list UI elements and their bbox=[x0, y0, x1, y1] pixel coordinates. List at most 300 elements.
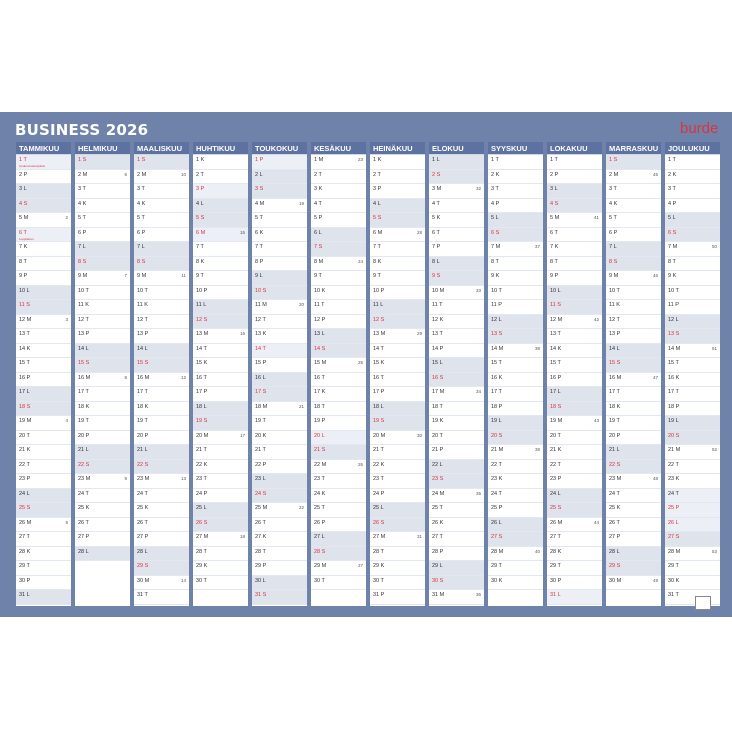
day-cell[interactable] bbox=[311, 344, 366, 359]
day-cell[interactable] bbox=[252, 286, 307, 301]
day-cell[interactable] bbox=[606, 489, 661, 504]
day-cell[interactable] bbox=[429, 271, 484, 286]
day-cell[interactable] bbox=[547, 576, 602, 591]
day-cell[interactable] bbox=[16, 445, 71, 460]
day-cell[interactable] bbox=[311, 373, 366, 388]
day-cell[interactable] bbox=[606, 445, 661, 460]
day-cell[interactable] bbox=[665, 242, 720, 257]
day-cell[interactable] bbox=[547, 228, 602, 243]
day-cell[interactable] bbox=[193, 431, 248, 446]
day-cell[interactable] bbox=[16, 474, 71, 489]
day-cell[interactable] bbox=[370, 489, 425, 504]
day-cell[interactable] bbox=[252, 199, 307, 214]
day-cell[interactable] bbox=[16, 358, 71, 373]
day-cell[interactable] bbox=[606, 474, 661, 489]
day-cell[interactable] bbox=[665, 300, 720, 315]
day-cell[interactable] bbox=[311, 445, 366, 460]
day-cell[interactable] bbox=[370, 184, 425, 199]
day-cell[interactable] bbox=[488, 547, 543, 562]
day-cell[interactable] bbox=[665, 257, 720, 272]
day-cell[interactable] bbox=[429, 416, 484, 431]
day-cell[interactable] bbox=[134, 213, 189, 228]
day-cell[interactable] bbox=[370, 315, 425, 330]
day-cell[interactable] bbox=[252, 561, 307, 576]
day-cell[interactable] bbox=[252, 431, 307, 446]
day-cell[interactable] bbox=[547, 431, 602, 446]
day-cell[interactable] bbox=[665, 518, 720, 533]
day-cell[interactable] bbox=[370, 300, 425, 315]
day-cell[interactable] bbox=[370, 358, 425, 373]
day-cell[interactable] bbox=[311, 155, 366, 170]
day-cell[interactable] bbox=[547, 271, 602, 286]
day-cell[interactable] bbox=[16, 344, 71, 359]
day-cell[interactable] bbox=[488, 373, 543, 388]
day-cell[interactable] bbox=[16, 184, 71, 199]
day-cell[interactable] bbox=[606, 431, 661, 446]
day-cell[interactable] bbox=[606, 416, 661, 431]
day-cell[interactable] bbox=[134, 474, 189, 489]
day-cell[interactable] bbox=[547, 402, 602, 417]
day-cell[interactable] bbox=[488, 213, 543, 228]
day-cell[interactable] bbox=[488, 257, 543, 272]
day-cell[interactable] bbox=[606, 532, 661, 547]
day-cell[interactable] bbox=[16, 532, 71, 547]
day-cell[interactable] bbox=[134, 561, 189, 576]
day-cell[interactable] bbox=[193, 373, 248, 388]
day-cell[interactable] bbox=[134, 445, 189, 460]
day-cell[interactable] bbox=[311, 286, 366, 301]
day-cell[interactable] bbox=[311, 358, 366, 373]
day-cell[interactable] bbox=[606, 518, 661, 533]
day-cell[interactable] bbox=[488, 329, 543, 344]
day-cell[interactable] bbox=[311, 271, 366, 286]
day-cell[interactable] bbox=[311, 387, 366, 402]
day-cell[interactable] bbox=[606, 170, 661, 185]
day-cell[interactable] bbox=[75, 228, 130, 243]
day-cell[interactable] bbox=[252, 532, 307, 547]
day-cell[interactable] bbox=[665, 373, 720, 388]
day-cell[interactable] bbox=[606, 329, 661, 344]
day-cell[interactable] bbox=[488, 489, 543, 504]
day-cell[interactable] bbox=[311, 416, 366, 431]
day-cell[interactable] bbox=[429, 489, 484, 504]
day-cell[interactable] bbox=[252, 576, 307, 591]
day-cell[interactable] bbox=[429, 547, 484, 562]
day-cell[interactable] bbox=[16, 242, 71, 257]
day-cell[interactable] bbox=[134, 329, 189, 344]
day-cell[interactable] bbox=[665, 460, 720, 475]
day-cell[interactable] bbox=[606, 199, 661, 214]
day-cell[interactable] bbox=[665, 213, 720, 228]
day-cell[interactable] bbox=[252, 155, 307, 170]
day-cell[interactable] bbox=[311, 402, 366, 417]
day-cell[interactable] bbox=[547, 532, 602, 547]
day-cell[interactable] bbox=[75, 474, 130, 489]
day-cell[interactable] bbox=[134, 460, 189, 475]
day-cell[interactable] bbox=[75, 213, 130, 228]
day-cell[interactable] bbox=[665, 561, 720, 576]
day-cell[interactable] bbox=[547, 474, 602, 489]
day-cell[interactable] bbox=[547, 416, 602, 431]
day-cell[interactable] bbox=[16, 576, 71, 591]
day-cell[interactable] bbox=[193, 474, 248, 489]
day-cell[interactable] bbox=[134, 300, 189, 315]
day-cell[interactable] bbox=[370, 576, 425, 591]
day-cell[interactable] bbox=[370, 474, 425, 489]
day-cell[interactable] bbox=[429, 358, 484, 373]
day-cell[interactable] bbox=[547, 373, 602, 388]
day-cell[interactable] bbox=[16, 373, 71, 388]
day-cell[interactable] bbox=[252, 373, 307, 388]
day-cell[interactable] bbox=[134, 155, 189, 170]
day-cell[interactable] bbox=[311, 228, 366, 243]
day-cell[interactable] bbox=[370, 170, 425, 185]
day-cell[interactable] bbox=[311, 242, 366, 257]
day-cell[interactable] bbox=[75, 387, 130, 402]
day-cell[interactable] bbox=[193, 576, 248, 591]
day-cell[interactable] bbox=[311, 329, 366, 344]
day-cell[interactable] bbox=[547, 344, 602, 359]
day-cell[interactable] bbox=[134, 358, 189, 373]
day-cell[interactable] bbox=[429, 228, 484, 243]
day-cell[interactable] bbox=[547, 518, 602, 533]
day-cell[interactable] bbox=[193, 271, 248, 286]
day-cell[interactable] bbox=[193, 184, 248, 199]
day-cell[interactable] bbox=[16, 271, 71, 286]
day-cell[interactable] bbox=[665, 416, 720, 431]
day-cell[interactable] bbox=[193, 503, 248, 518]
day-cell[interactable] bbox=[429, 257, 484, 272]
day-cell[interactable] bbox=[16, 286, 71, 301]
day-cell[interactable] bbox=[16, 518, 71, 533]
day-cell[interactable] bbox=[252, 228, 307, 243]
day-cell[interactable] bbox=[606, 242, 661, 257]
day-cell[interactable] bbox=[193, 460, 248, 475]
day-cell[interactable] bbox=[311, 184, 366, 199]
day-cell[interactable] bbox=[547, 257, 602, 272]
day-cell[interactable] bbox=[665, 474, 720, 489]
day-cell[interactable] bbox=[488, 300, 543, 315]
day-cell[interactable] bbox=[193, 213, 248, 228]
day-cell[interactable] bbox=[665, 329, 720, 344]
day-cell[interactable] bbox=[16, 460, 71, 475]
day-cell[interactable] bbox=[547, 300, 602, 315]
day-cell[interactable] bbox=[370, 547, 425, 562]
day-cell[interactable] bbox=[488, 503, 543, 518]
day-cell[interactable] bbox=[134, 503, 189, 518]
day-cell[interactable] bbox=[370, 590, 425, 605]
day-cell[interactable] bbox=[606, 213, 661, 228]
day-cell[interactable] bbox=[252, 416, 307, 431]
day-cell[interactable] bbox=[134, 431, 189, 446]
day-cell[interactable] bbox=[193, 489, 248, 504]
day-cell[interactable] bbox=[252, 271, 307, 286]
day-cell[interactable] bbox=[193, 155, 248, 170]
day-cell[interactable] bbox=[16, 300, 71, 315]
day-cell[interactable] bbox=[16, 155, 71, 170]
day-cell[interactable] bbox=[193, 518, 248, 533]
day-cell[interactable] bbox=[252, 213, 307, 228]
day-cell[interactable] bbox=[311, 315, 366, 330]
day-cell[interactable] bbox=[488, 228, 543, 243]
day-cell[interactable] bbox=[16, 416, 71, 431]
day-cell[interactable] bbox=[16, 387, 71, 402]
day-cell[interactable] bbox=[488, 358, 543, 373]
day-cell[interactable] bbox=[606, 373, 661, 388]
day-cell[interactable] bbox=[252, 329, 307, 344]
day-cell[interactable] bbox=[429, 474, 484, 489]
day-cell[interactable] bbox=[488, 445, 543, 460]
day-cell[interactable] bbox=[252, 445, 307, 460]
day-cell[interactable] bbox=[252, 170, 307, 185]
day-cell[interactable] bbox=[488, 416, 543, 431]
day-cell[interactable] bbox=[75, 300, 130, 315]
day-cell[interactable] bbox=[606, 257, 661, 272]
day-cell[interactable] bbox=[16, 315, 71, 330]
day-cell[interactable] bbox=[16, 503, 71, 518]
day-cell[interactable] bbox=[488, 344, 543, 359]
day-cell[interactable] bbox=[547, 358, 602, 373]
day-cell[interactable] bbox=[429, 532, 484, 547]
day-cell[interactable] bbox=[606, 358, 661, 373]
day-cell[interactable] bbox=[488, 184, 543, 199]
day-cell[interactable] bbox=[75, 170, 130, 185]
day-cell[interactable] bbox=[311, 489, 366, 504]
day-cell[interactable] bbox=[75, 358, 130, 373]
day-cell[interactable] bbox=[429, 445, 484, 460]
day-cell[interactable] bbox=[547, 590, 602, 605]
day-cell[interactable] bbox=[75, 532, 130, 547]
day-cell[interactable] bbox=[311, 518, 366, 533]
day-cell[interactable] bbox=[488, 474, 543, 489]
day-cell[interactable] bbox=[311, 199, 366, 214]
day-cell[interactable] bbox=[193, 445, 248, 460]
day-cell[interactable] bbox=[488, 532, 543, 547]
day-cell[interactable] bbox=[134, 257, 189, 272]
day-cell[interactable] bbox=[665, 445, 720, 460]
day-cell[interactable] bbox=[488, 315, 543, 330]
day-cell[interactable] bbox=[370, 286, 425, 301]
day-cell[interactable] bbox=[193, 416, 248, 431]
day-cell[interactable] bbox=[370, 431, 425, 446]
day-cell[interactable] bbox=[134, 199, 189, 214]
day-cell[interactable] bbox=[547, 489, 602, 504]
day-cell[interactable] bbox=[370, 228, 425, 243]
day-cell[interactable] bbox=[370, 199, 425, 214]
day-cell[interactable] bbox=[134, 576, 189, 591]
day-cell[interactable] bbox=[193, 300, 248, 315]
day-cell[interactable] bbox=[16, 213, 71, 228]
day-cell[interactable] bbox=[429, 373, 484, 388]
day-cell[interactable] bbox=[193, 358, 248, 373]
day-cell[interactable] bbox=[134, 271, 189, 286]
day-cell[interactable] bbox=[547, 503, 602, 518]
day-cell[interactable] bbox=[488, 170, 543, 185]
day-cell[interactable] bbox=[665, 286, 720, 301]
day-cell[interactable] bbox=[16, 402, 71, 417]
day-cell[interactable] bbox=[75, 373, 130, 388]
day-cell[interactable] bbox=[75, 445, 130, 460]
day-cell[interactable] bbox=[134, 532, 189, 547]
day-cell[interactable] bbox=[429, 242, 484, 257]
day-cell[interactable] bbox=[370, 460, 425, 475]
day-cell[interactable] bbox=[488, 576, 543, 591]
day-cell[interactable] bbox=[665, 387, 720, 402]
day-cell[interactable] bbox=[252, 489, 307, 504]
day-cell[interactable] bbox=[311, 213, 366, 228]
day-cell[interactable] bbox=[193, 561, 248, 576]
day-cell[interactable] bbox=[665, 547, 720, 562]
day-cell[interactable] bbox=[606, 576, 661, 591]
day-cell[interactable] bbox=[370, 402, 425, 417]
day-cell[interactable] bbox=[665, 358, 720, 373]
day-cell[interactable] bbox=[75, 460, 130, 475]
day-cell[interactable] bbox=[606, 315, 661, 330]
day-cell[interactable] bbox=[370, 271, 425, 286]
day-cell[interactable] bbox=[429, 576, 484, 591]
day-cell[interactable] bbox=[665, 489, 720, 504]
day-cell[interactable] bbox=[665, 155, 720, 170]
day-cell[interactable] bbox=[606, 300, 661, 315]
day-cell[interactable] bbox=[606, 155, 661, 170]
day-cell[interactable] bbox=[606, 561, 661, 576]
day-cell[interactable] bbox=[134, 547, 189, 562]
day-cell[interactable] bbox=[311, 431, 366, 446]
day-cell[interactable] bbox=[311, 474, 366, 489]
day-cell[interactable] bbox=[193, 387, 248, 402]
day-cell[interactable] bbox=[134, 170, 189, 185]
day-cell[interactable] bbox=[252, 315, 307, 330]
day-cell[interactable] bbox=[75, 503, 130, 518]
day-cell[interactable] bbox=[429, 431, 484, 446]
day-cell[interactable] bbox=[193, 242, 248, 257]
day-cell[interactable] bbox=[75, 257, 130, 272]
day-cell[interactable] bbox=[311, 532, 366, 547]
day-cell[interactable] bbox=[311, 547, 366, 562]
day-cell[interactable] bbox=[370, 532, 425, 547]
day-cell[interactable] bbox=[16, 329, 71, 344]
day-cell[interactable] bbox=[134, 402, 189, 417]
day-cell[interactable] bbox=[547, 315, 602, 330]
day-cell[interactable] bbox=[429, 286, 484, 301]
day-cell[interactable] bbox=[429, 387, 484, 402]
day-cell[interactable] bbox=[193, 228, 248, 243]
day-cell[interactable] bbox=[488, 387, 543, 402]
day-cell[interactable] bbox=[134, 518, 189, 533]
day-cell[interactable] bbox=[606, 387, 661, 402]
day-cell[interactable] bbox=[252, 242, 307, 257]
day-cell[interactable] bbox=[311, 170, 366, 185]
day-cell[interactable] bbox=[75, 286, 130, 301]
day-cell[interactable] bbox=[252, 503, 307, 518]
day-cell[interactable] bbox=[370, 213, 425, 228]
day-cell[interactable] bbox=[134, 387, 189, 402]
day-cell[interactable] bbox=[75, 242, 130, 257]
day-cell[interactable] bbox=[311, 561, 366, 576]
day-cell[interactable] bbox=[370, 503, 425, 518]
day-cell[interactable] bbox=[665, 344, 720, 359]
day-cell[interactable] bbox=[75, 184, 130, 199]
day-cell[interactable] bbox=[606, 547, 661, 562]
day-cell[interactable] bbox=[252, 518, 307, 533]
day-cell[interactable] bbox=[429, 402, 484, 417]
day-cell[interactable] bbox=[370, 257, 425, 272]
day-cell[interactable] bbox=[16, 561, 71, 576]
day-cell[interactable] bbox=[606, 184, 661, 199]
day-cell[interactable] bbox=[429, 329, 484, 344]
day-cell[interactable] bbox=[429, 155, 484, 170]
day-cell[interactable] bbox=[252, 358, 307, 373]
day-cell[interactable] bbox=[429, 460, 484, 475]
day-cell[interactable] bbox=[75, 155, 130, 170]
day-cell[interactable] bbox=[429, 503, 484, 518]
day-cell[interactable] bbox=[16, 590, 71, 605]
day-cell[interactable] bbox=[252, 257, 307, 272]
day-cell[interactable] bbox=[488, 199, 543, 214]
day-cell[interactable] bbox=[429, 344, 484, 359]
day-cell[interactable] bbox=[193, 329, 248, 344]
day-cell[interactable] bbox=[429, 213, 484, 228]
day-cell[interactable] bbox=[429, 170, 484, 185]
day-cell[interactable] bbox=[134, 344, 189, 359]
day-cell[interactable] bbox=[547, 329, 602, 344]
day-cell[interactable] bbox=[134, 373, 189, 388]
day-cell[interactable] bbox=[16, 170, 71, 185]
day-cell[interactable] bbox=[134, 184, 189, 199]
day-cell[interactable] bbox=[606, 271, 661, 286]
day-cell[interactable] bbox=[252, 460, 307, 475]
day-cell[interactable] bbox=[370, 561, 425, 576]
day-cell[interactable] bbox=[370, 416, 425, 431]
day-cell[interactable] bbox=[488, 518, 543, 533]
day-cell[interactable] bbox=[75, 518, 130, 533]
day-cell[interactable] bbox=[16, 547, 71, 562]
day-cell[interactable] bbox=[311, 503, 366, 518]
day-cell[interactable] bbox=[665, 503, 720, 518]
day-cell[interactable] bbox=[75, 489, 130, 504]
day-cell[interactable] bbox=[75, 547, 130, 562]
day-cell[interactable] bbox=[606, 344, 661, 359]
day-cell[interactable] bbox=[665, 271, 720, 286]
day-cell[interactable] bbox=[252, 474, 307, 489]
day-cell[interactable] bbox=[75, 344, 130, 359]
day-cell[interactable] bbox=[134, 286, 189, 301]
day-cell[interactable] bbox=[429, 315, 484, 330]
day-cell[interactable] bbox=[193, 315, 248, 330]
day-cell[interactable] bbox=[547, 199, 602, 214]
day-cell[interactable] bbox=[665, 576, 720, 591]
day-cell[interactable] bbox=[370, 329, 425, 344]
day-cell[interactable] bbox=[370, 518, 425, 533]
day-cell[interactable] bbox=[134, 228, 189, 243]
day-cell[interactable] bbox=[606, 460, 661, 475]
day-cell[interactable] bbox=[370, 445, 425, 460]
day-cell[interactable] bbox=[665, 170, 720, 185]
day-cell[interactable] bbox=[75, 199, 130, 214]
day-cell[interactable] bbox=[547, 460, 602, 475]
day-cell[interactable] bbox=[16, 257, 71, 272]
day-cell[interactable] bbox=[311, 257, 366, 272]
day-cell[interactable] bbox=[429, 300, 484, 315]
day-cell[interactable] bbox=[311, 300, 366, 315]
day-cell[interactable] bbox=[606, 286, 661, 301]
day-cell[interactable] bbox=[16, 199, 71, 214]
day-cell[interactable] bbox=[488, 242, 543, 257]
day-cell[interactable] bbox=[370, 373, 425, 388]
day-cell[interactable] bbox=[429, 561, 484, 576]
day-cell[interactable] bbox=[429, 199, 484, 214]
day-cell[interactable] bbox=[193, 199, 248, 214]
